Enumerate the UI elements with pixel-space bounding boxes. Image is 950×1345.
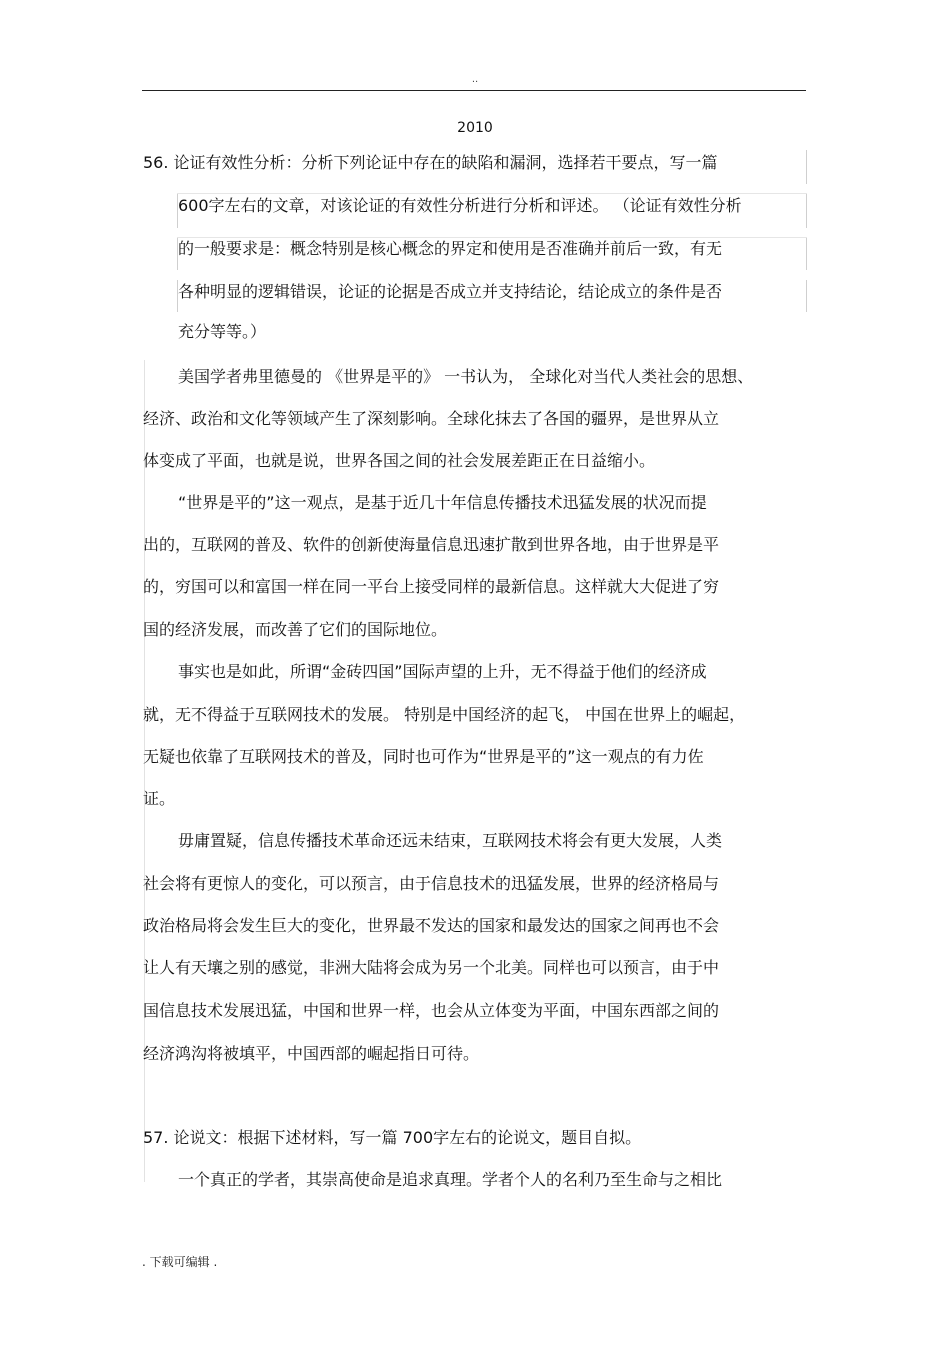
header-rule [142,90,806,91]
passage-p2-line-2: 出的，互联网的普及、软件的创新使海量信息迅速扩散到世界各地，由于世界是平 [143,535,720,554]
passage-p4-line-1: 毋庸置疑，信息传播技术革命还远未结束，互联网技术将会有更大发展，人类 [178,831,723,850]
passage-p4-line-2: 社会将有更惊人的变化，可以预言，由于信息技术的迅猛发展，世界的经济格局与 [143,874,720,893]
border-artifact [806,150,807,184]
q56-line-2: 600字左右的文章，对该论证的有效性分析进行分析和评述。 （论证有效性分析 [178,196,742,215]
passage-p4-line-6: 经济鸿沟将被填平，中国西部的崛起指日可待。 [143,1044,480,1063]
passage-p3-line-3: 无疑也依靠了互联网技术的普及，同时也可作为“世界是平的”这一观点的有力佐 [143,747,704,766]
year-heading: 2010 [457,120,493,136]
header-mark: .. [471,74,479,85]
passage-p4-line-3: 政治格局将会发生巨大的变化，世界最不发达的国家和最发达的国家之间再也不会 [143,916,720,935]
passage-p3-line-4: 证。 [143,789,176,808]
passage-p1-line-3: 体变成了平面，也就是说，世界各国之间的社会发展差距正在日益缩小。 [143,451,656,470]
passage-p2-line-4: 国的经济发展，而改善了它们的国际地位。 [143,620,448,639]
border-artifact [177,237,807,238]
border-artifact [177,194,178,228]
border-artifact [177,280,178,312]
q56-line-4: 各种明显的逻辑错误，论证的论据是否成立并支持结论，结论成立的条件是否 [178,282,723,301]
passage-p4-line-5: 国信息技术发展迅猛，中国和世界一样，也会从立体变为平面，中国东西部之间的 [143,1001,720,1020]
q56-line-1: 56. 论证有效性分析：分析下列论证中存在的缺陷和漏洞，选择若干要点，写一篇 [143,153,718,172]
q56-line-3: 的一般要求是：概念特别是核心概念的界定和使用是否准确并前后一致，有无 [178,239,723,258]
passage-p3-line-2: 就，无不得益于互联网技术的发展。 特别是中国经济的起飞， 中国在世界上的崛起， [143,705,746,724]
passage-p1-line-2: 经济、政治和文化等领域产生了深刻影响。全球化抹去了各国的疆界，是世界从立 [143,409,720,428]
border-artifact [177,193,807,194]
passage-p4-line-4: 让人有天壤之别的感觉，非洲大陆将会成为另一个北美。同样也可以预言，由于中 [143,958,720,977]
border-artifact [806,280,807,312]
passage-p2-line-3: 的，穷国可以和富国一样在同一平台上接受同样的最新信息。这样就大大促进了穷 [143,577,720,596]
footer-note: . 下载可编辑 . [142,1255,218,1269]
q57-title: 57. 论说文：根据下述材料，写一篇 700字左右的论说文，题目自拟。 [143,1128,642,1147]
border-artifact [806,238,807,270]
passage-p3-line-1: 事实也是如此，所谓“金砖四国”国际声望的上升，无不得益于他们的经济成 [178,662,707,681]
q57-line-1: 一个真正的学者，其崇高使命是追求真理。学者个人的名利乃至生命与之相比 [178,1170,723,1189]
q56-line-5: 充分等等。） [178,322,267,341]
passage-p1-line-1: 美国学者弗里德曼的 《世界是平的》 一书认为， 全球化对当代人类社会的思想、 [178,367,754,386]
passage-p2-line-1: “世界是平的”这一观点，是基于近几十年信息传播技术迅猛发展的状况而提 [178,493,707,512]
border-artifact [806,194,807,228]
border-artifact [177,238,178,270]
